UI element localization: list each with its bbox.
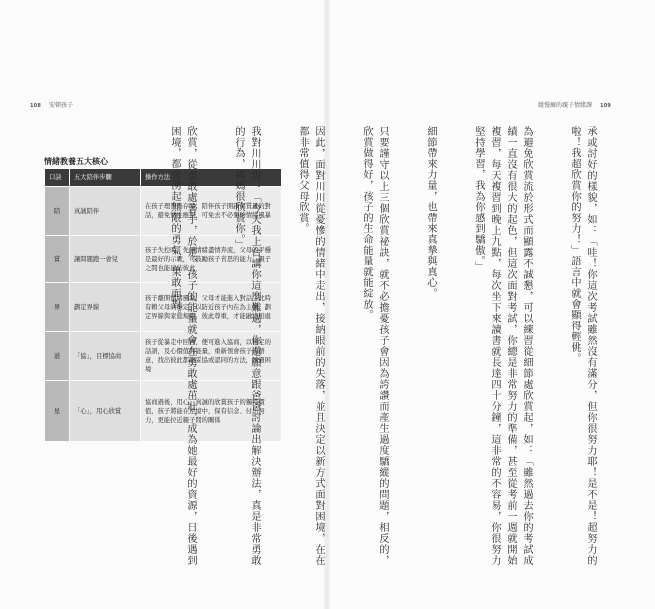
row-step: 讓問題跑一會兒 bbox=[70, 236, 140, 282]
row-method: 協商過後，用心，真誠的欣賞孩子的獨特價值，孩子將能在逆境中，保有信念、付出努力，更能拉近親子間的關係 bbox=[141, 381, 281, 441]
body-paragraph: 因此，面對川川從憂慘的情緒中走出，接納眼前的失落，並且決定以新方式面對困境，在在都非常值得父母欣賞。 bbox=[297, 126, 324, 566]
right-page-number: 109 bbox=[600, 103, 612, 109]
row-method: 孩子失控時，先讓情緒盡情奔流，父母的平穩是最好的示範，可鼓勵孩子省思的能力，親子之間也能建結彼此 bbox=[141, 236, 281, 282]
left-running-header bbox=[30, 100, 73, 109]
right-running-title: 緩慢爾的親子情緒課 bbox=[538, 102, 593, 109]
header-method: 操作方法 bbox=[141, 169, 281, 186]
header-key: 口訣 bbox=[45, 169, 69, 186]
row-method: 在孩子理智尚存時，陪伴孩子開啟高質量的對話，避免情性應對，可免去不必要的情緒風暴 bbox=[141, 187, 281, 235]
row-method: 孩子離開情緒風暴，父母才能進入對話，此時有賴父母的穩定，以防近孩子內在為主軸，劃定界線與家庭規範，彼此尊重，才能融洽相處 bbox=[141, 283, 281, 331]
body-paragraph: 為避免欣賞流於形式而顯露不誠懇，可以練習從細節處欣賞起，如：「雖然過去你的考試成績一直沒有很大的起色，但這次面對考試，你總是非常努力的準備，甚至從考前一週就開始複習，每天複習到晚上九點，每次坐下來讀書就長達四十分鐘，這非常的不容易，你很努力堅持學習，我為你感到驕傲。」 bbox=[473, 126, 532, 566]
row-step: 「心」，用心欣賞 bbox=[70, 381, 140, 441]
header-step: 五大陪伴步驟 bbox=[70, 169, 140, 186]
row-key: 星 bbox=[45, 381, 69, 441]
row-key: 賞 bbox=[45, 236, 69, 282]
row-step: 「協」，目標協商 bbox=[70, 332, 140, 380]
row-method: 孩子從暴走中回神，便可進入協商，以穩定的話語，及心價值的能量，重新領會孩子的語意，找出彼此都能妥協或認同的方法，越過困境 bbox=[141, 332, 281, 380]
row-step: 劃定界線 bbox=[70, 283, 140, 331]
left-page-number: 108 bbox=[30, 103, 42, 109]
body-paragraph: 只要謹守以上三個欣賞祕訣，就不必擔憂孩子會因為誇讚而產生過度驕縱的問題，相反的，欣賞做得好，孩子的生命能量就能綻放。 bbox=[361, 126, 388, 566]
row-key: 陪 bbox=[45, 187, 69, 235]
row-step: 真誠陪伴 bbox=[70, 187, 140, 235]
body-paragraph: 我對川川說：「今天我上台講你這麼難過，你還願意跟爸爸討論出解決辦法，真是非常勇敢的行為，媽媽很欣賞你。」 bbox=[233, 126, 260, 566]
body-paragraph: 細節帶來力量，也帶來真摯與真心。 bbox=[425, 126, 436, 299]
right-running-header bbox=[538, 100, 611, 109]
body-paragraph: 欣賞，從勇敢處著手，於是，孩子的能量就會在勇敢處茁壯，成為她最好的資源，日後遇到困境，都會湧起無限的勇氣，果敢面對。 bbox=[169, 126, 196, 566]
table-title: 情緒教養五大核心 bbox=[44, 157, 108, 166]
left-running-title: 安頓孩子 bbox=[49, 102, 74, 109]
body-paragraph: 承或討好的樣貌，如：「哇！你這次考試雖然沒有滿分，但你很努力耶！是不是！超努力的啦！我超欣賞你的努力！」語言中就會顯得輕佻。 bbox=[569, 126, 596, 566]
row-key: 界 bbox=[45, 283, 69, 331]
row-key: 道 bbox=[45, 332, 69, 380]
